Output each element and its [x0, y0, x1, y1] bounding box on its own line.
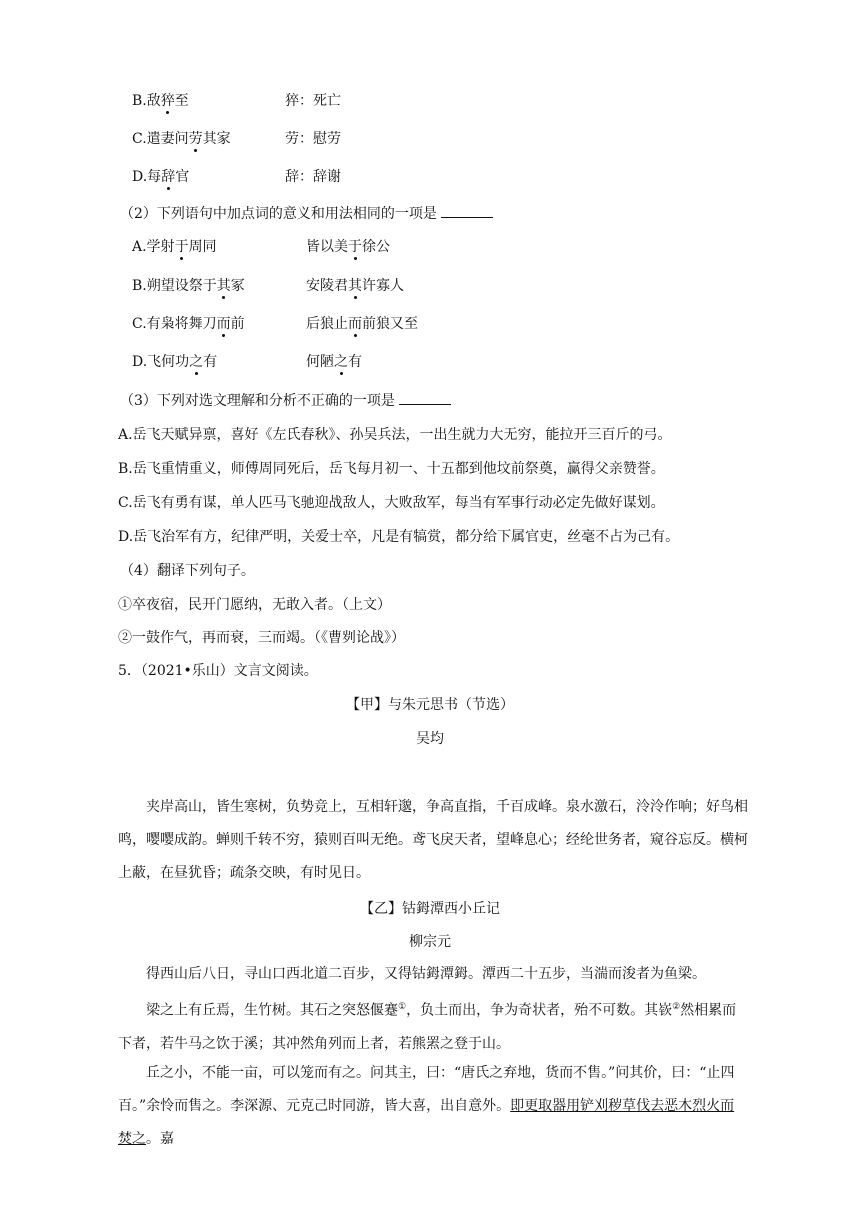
footnote-mark-1: ① [398, 1002, 407, 1012]
answer-blank[interactable] [399, 392, 451, 405]
q3-option-a: A.岳飞天赋异禀，喜好《左氏春秋》、孙吴兵法，一出生就力大无穷，能拉开三百斤的弓。 [118, 427, 672, 443]
q2-stem: （2）下列语句中加点词的意义和用法相同的一项是 [120, 205, 493, 223]
underlined-sentence: 即更取器用铲刈秽草伐去恶木烈火而焚之 [118, 1098, 735, 1147]
yi-paragraph-3: 丘之小，不能一亩，可以笼而有之。问其主，曰：“唐氏之弃地，货而不售。”问其价，曰：“止四百。”余怜而售之。李深源、元克己时同游，皆大喜，出自意外。即更取器用铲刈秽草伐去恶木烈火而焚之。嘉 [118, 1065, 735, 1147]
yi-paragraph-1: 得西山后八日，寻山口西北道二百步，又得钴鉧潭鉧。潭西二十五步，当湍而浚者为鱼梁。 [146, 966, 706, 982]
q3-option-d: D.岳飞治军有方，纪律严明，关爱士卒，凡是有犒赏，都分给下属官吏，丝毫不占为己有。 [118, 529, 680, 545]
q4-stem: （4）翻译下列句子。 [120, 563, 255, 579]
q4-item-1: ①卒夜宿，民开门愿纳，无敢入者。（上文） [118, 597, 391, 613]
q2-option-a-right: 皆以美于徐公 [306, 239, 390, 255]
q1-option-b: B.敌猝至 [132, 93, 189, 109]
jia-text: 夹岸高山，皆生寒树，负势竞上，互相轩邈，争高直指，千百成峰。泉水激石，泠泠作响；好鸟相鸣，嘤嘤成韵。蝉则千转不穷，猿则百叫无绝。鸢飞戾天者，望峰息心；经纶世务者，窥谷忘反。横柯上蔽，在昼犹昏；疏条交映，有时见日。 [118, 799, 748, 881]
q1-option-c-gloss: 劳：慰劳 [285, 131, 341, 147]
q1-option-b-gloss: 猝：死亡 [285, 93, 341, 109]
q3-stem: （3）下列对选文理解和分析不正确的一项是 [120, 392, 451, 410]
q2-option-a-left: A.学射于周同 [132, 239, 217, 255]
yi-paragraph-2: 梁之上有丘焉，生竹树。其石之突怒偃蹇①，负土而出，争为奇状者，殆不可数。其嵚②然相累而下者，若牛马之饮于溪；其冲然角列而上者，若熊罴之登于山。 [118, 1002, 737, 1052]
q2-option-b-left: B.朔望设祭于其冢 [132, 278, 245, 294]
q2-option-c-right: 后狼止而前狼又至 [306, 316, 418, 332]
q5-stem: 5．（2021•乐山）文言文阅读。 [118, 663, 318, 679]
jia-title: 【甲】与朱元思书（节选） [346, 697, 514, 713]
q1-option-c: C.遣妻问劳其家 [132, 131, 231, 147]
q2-option-d-left: D.飞何功之有 [132, 354, 218, 370]
q3-option-c: C.岳飞有勇有谋，单人匹马飞驰迎战敌人，大败敌军，每当有军事行动必定先做好谋划。 [118, 495, 665, 511]
q2-option-d-right: 何陋之有 [306, 354, 362, 370]
footnote-mark-2: ② [672, 1002, 681, 1012]
q1-option-d: D.每辞官 [132, 169, 190, 185]
jia-author: 吴均 [416, 731, 444, 747]
answer-blank[interactable] [441, 205, 493, 218]
q2-option-c-left: C.有枭将舞刀而前 [132, 316, 245, 332]
q4-item-2: ②一鼓作气，再而衰，三而竭。（《曹刿论战》） [118, 630, 405, 646]
q2-option-b-right: 安陵君其许寡人 [306, 278, 404, 294]
q1-option-d-gloss: 辞：辞谢 [285, 169, 341, 185]
yi-title: 【乙】钴鉧潭西小丘记 [360, 901, 500, 917]
yi-author: 柳宗元 [409, 934, 451, 950]
q3-option-b: B.岳飞重情重义，师傅周同死后，岳飞每月初一、十五都到他坟前祭奠，赢得父亲赞誉。 [118, 461, 665, 477]
